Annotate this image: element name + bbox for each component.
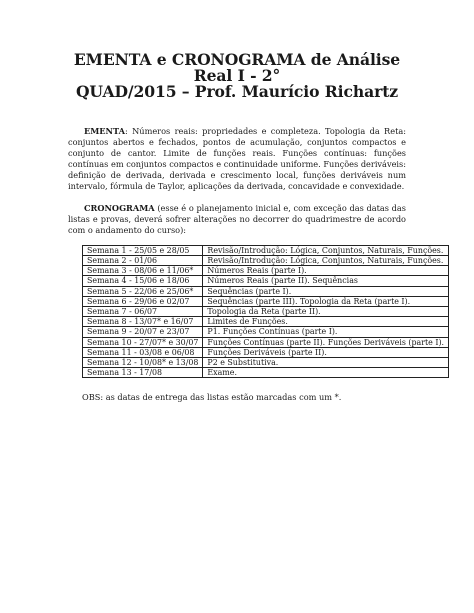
schedule-row	[83, 276, 449, 286]
schedule-topic-cell: Limites de Funções.	[203, 317, 449, 327]
schedule-topic-cell: Funções Contínuas (parte II). Funções Deriváveis (parte I).	[203, 337, 449, 347]
schedule-topic-cell: Números Reais (parte II). Sequências	[203, 276, 449, 286]
schedule-topic-cell: Revisão/Introdução: Lógica, Conjuntos, Naturais, Funções.	[203, 245, 449, 255]
schedule-week-cell: Semana 2 - 01/06	[83, 256, 203, 266]
schedule-row	[83, 368, 449, 378]
schedule-week-cell: Semana 9 - 20/07 e 23/07	[83, 327, 203, 337]
ementa-text: : Números reais: propriedades e completeza. Topologia da Reta: conjuntos abertos e fechados, pontos de acumulação, conjuntos compactos e conjunto de cantor. Limite de funções reais. Funções contínuas: funções contínuas em conjuntos compactos e continuidade uniforme. Funções deriváveis: definição de derivada, derivada e crescimento local, funções deriváveis num intervalo, fórmula de Taylor, aplicações da derivada, concavidade e convexidade.	[68, 126, 406, 192]
schedule-table-body	[83, 245, 449, 378]
schedule-topic-cell: Números Reais (parte I).	[203, 266, 449, 276]
schedule-week-cell: Semana 3 - 08/06 e 11/06*	[83, 266, 203, 276]
schedule-row	[83, 266, 449, 276]
schedule-topic-cell: Funções Deriváveis (parte II).	[203, 347, 449, 357]
title-line-1: EMENTA e CRONOGRAMA de Análise Real I - 2°	[73, 50, 401, 85]
schedule-week-cell: Semana 5 - 22/06 e 25/06*	[83, 286, 203, 296]
cronograma-label: CRONOGRAMA	[84, 202, 155, 213]
schedule-row	[83, 307, 449, 317]
schedule-row	[83, 286, 449, 296]
schedule-topic-cell: Sequências (parte I).	[203, 286, 449, 296]
document-title	[68, 52, 406, 100]
schedule-row	[83, 256, 449, 266]
ementa-paragraph	[68, 126, 406, 193]
schedule-week-cell: Semana 7 - 06/07	[83, 307, 203, 317]
schedule-week-cell: Semana 1 - 25/05 e 28/05	[83, 245, 203, 255]
schedule-row	[83, 327, 449, 337]
schedule-topic-cell: Revisão/Introdução: Lógica, Conjuntos, Naturais, Funções.	[203, 256, 449, 266]
ementa-label: EMENTA	[84, 126, 126, 136]
schedule-row	[83, 245, 449, 255]
schedule-row	[83, 358, 449, 368]
schedule-topic-cell: Topologia da Reta (parte II).	[203, 307, 449, 317]
schedule-table	[82, 245, 449, 379]
obs-note: OBS: as datas de entrega das listas estão marcadas com um *.	[82, 392, 342, 403]
cronograma-paragraph	[68, 203, 406, 236]
schedule-topic-cell: P2 e Substitutiva.	[203, 358, 449, 368]
schedule-week-cell: Semana 11 - 03/08 e 06/08	[83, 347, 203, 357]
cronograma-intro: (esse é o planejamento inicial e, com exceção das datas das listas e provas, deverá sofrer alterações no decorrer do quadrimestre de acordo com o andamento do curso):	[68, 202, 406, 235]
schedule-row	[83, 296, 449, 306]
title-line-2: QUAD/2015 – Prof. Maurício Richartz	[75, 82, 399, 101]
schedule-topic-cell: P1. Funções Contínuas (parte I).	[203, 327, 449, 337]
schedule-topic-cell: Exame.	[203, 368, 449, 378]
schedule-week-cell: Semana 8 - 13/07* e 16/07	[83, 317, 203, 327]
schedule-week-cell: Semana 6 - 29/06 e 02/07	[83, 296, 203, 306]
schedule-row	[83, 337, 449, 347]
schedule-topic-cell: Sequências (parte III). Topologia da Reta (parte I).	[203, 296, 449, 306]
schedule-week-cell: Semana 12 - 10/08* e 13/08	[83, 358, 203, 368]
schedule-row	[83, 317, 449, 327]
schedule-week-cell: Semana 10 - 27/07* e 30/07	[83, 337, 203, 347]
schedule-week-cell: Semana 13 - 17/08	[83, 368, 203, 378]
spacer	[68, 193, 406, 203]
schedule-week-cell: Semana 4 - 15/06 e 18/06	[83, 276, 203, 286]
schedule-row	[83, 347, 449, 357]
